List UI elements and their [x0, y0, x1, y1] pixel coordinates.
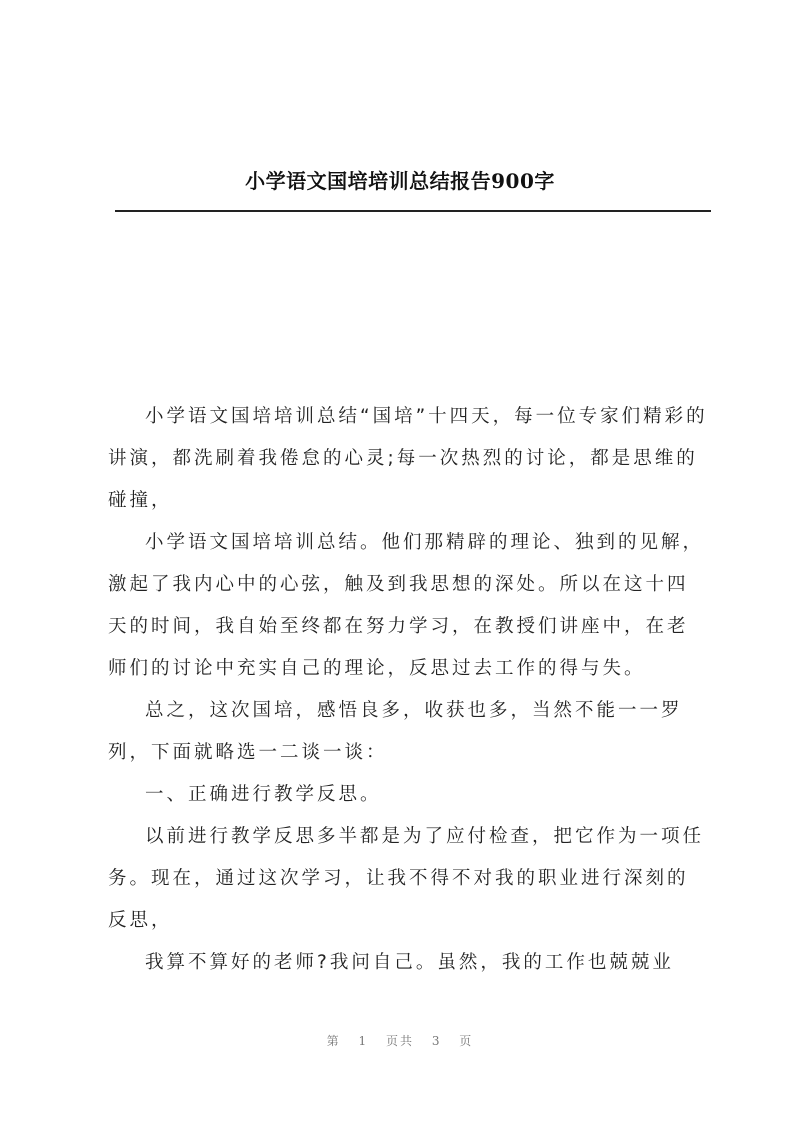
paragraph: 一、正确进行教学反思。: [145, 784, 382, 805]
document-title: 小学语文国培培训总结报告900字: [245, 169, 555, 193]
document-body: [108, 396, 708, 984]
paragraph: 小学语文国培培训总结。他们那精辟的理论、独到的见解，激起了我内心中的心弦，触及到我思想的深处。所以在这十四天的时间，我自始至终都在努力学习，在教授们讲座中，在老师们的讨论中充实自己的理论，反思过去工作的得与失。: [108, 532, 705, 679]
title-divider: [115, 210, 711, 212]
page-prefix: 第: [326, 1034, 341, 1048]
page-number: 1: [358, 1034, 369, 1048]
paragraph: 总之，这次国培，感悟良多，收获也多，当然不能一一罗列，下面就略选一二谈一谈：: [108, 700, 683, 763]
page-total: 3: [431, 1034, 442, 1048]
page-footer: [0, 1032, 800, 1049]
paragraph: 以前进行教学反思多半都是为了应付检查，把它作为一项任务。现在，通过这次学习，让我不得不对我的职业进行深刻的反思，: [108, 826, 705, 931]
paragraph: 小学语文国培培训总结“国培”十四天，每一位专家们精彩的讲演，都洗刷着我倦怠的心灵;每一次热烈的讨论，都是思维的碰撞，: [108, 406, 708, 511]
page-suffix: 页: [459, 1034, 474, 1048]
page-middle: 页共: [385, 1034, 414, 1048]
paragraph: 我算不算好的老师?我问自己。虽然，我的工作也兢兢业: [145, 952, 674, 973]
